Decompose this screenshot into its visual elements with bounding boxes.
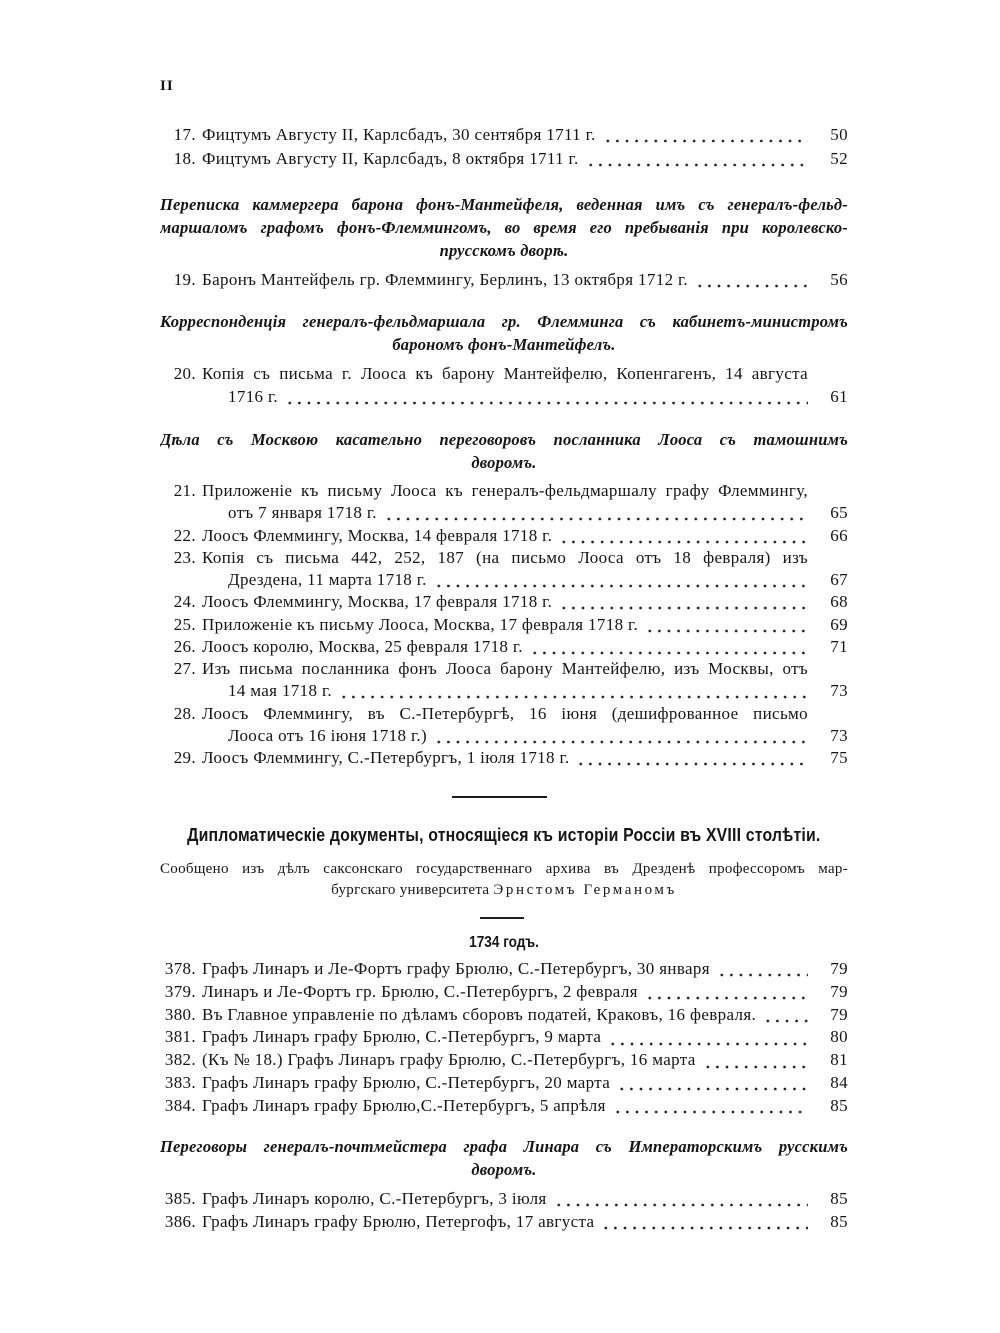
- entry-page-number: 65: [830, 503, 848, 523]
- entry-title: Графъ Линаръ графу Брюлю, С.-Петербургъ, 20 марта: [202, 1072, 611, 1092]
- short-divider: [480, 917, 524, 919]
- entry-line: [160, 703, 848, 725]
- entry-line: [160, 1049, 848, 1072]
- entry-title: Фицтумъ Августу II, Карлсбадъ, 8 октября 1711 г.: [202, 149, 579, 168]
- dot-leader: [608, 1026, 808, 1049]
- toc-entry: [160, 547, 848, 592]
- toc-section-1716: [160, 363, 848, 408]
- entry-title: 1716 г.: [228, 386, 279, 406]
- heading-line: прусскомъ дворѣ.: [439, 241, 569, 260]
- main-title: [56, 825, 952, 846]
- entry-page-number: 73: [830, 725, 848, 745]
- toc-entry: [160, 147, 848, 171]
- heading-moscow-affairs: [160, 428, 848, 474]
- entry-title: Копія съ письма 442, 252, 187 (на письмо Лооса отъ 18 февраля) изъ: [202, 547, 808, 567]
- heading-line: Переговоры генералъ-почтмейстера графа Линара съ Императорскимъ русскимъ: [160, 1137, 848, 1156]
- dot-leader: [695, 268, 808, 291]
- entry-line: [160, 480, 848, 502]
- toc-section-1734-continued: [160, 1187, 848, 1233]
- toc-entry: [160, 1049, 848, 1072]
- year-heading-text: 1734 годъ.: [469, 934, 539, 951]
- entry-line: [160, 958, 848, 981]
- heading-line: дворомъ.: [471, 1160, 537, 1179]
- toc-entry: [160, 636, 848, 658]
- entry-number: 17.: [173, 125, 196, 144]
- entry-page-number: 79: [830, 1004, 848, 1024]
- entry-line: [160, 614, 848, 636]
- entry-page-number: 56: [830, 270, 848, 289]
- section-divider: [452, 796, 547, 798]
- entry-line: [160, 147, 848, 171]
- dot-leader: [645, 614, 808, 636]
- entry-number: 24.: [173, 592, 196, 612]
- entry-title: Графъ Линаръ графу Брюлю,С.-Петербургъ, 5 апрѣля: [202, 1095, 606, 1115]
- toc-entry: [160, 1095, 848, 1118]
- entry-title: Графъ Линаръ графу Брюлю, Петергофъ, 17 августа: [202, 1212, 595, 1231]
- entry-title: 14 мая 1718 г.: [228, 681, 332, 701]
- entry-title: Графъ Линаръ графу Брюлю, С.-Петербургъ, 9 марта: [202, 1027, 602, 1047]
- entry-page-number: 81: [830, 1050, 848, 1070]
- subtitle-author: Эрнстомъ Германомъ: [493, 882, 677, 898]
- entry-line: [160, 502, 848, 524]
- entry-number: 26.: [173, 636, 196, 656]
- entry-page-number: 50: [830, 125, 848, 144]
- entry-line: [160, 363, 848, 386]
- subtitle: [160, 859, 848, 901]
- toc-section-1734: [160, 958, 848, 1118]
- entry-title: Графъ Линаръ королю, С.-Петербургъ, 3 іюля: [202, 1189, 547, 1208]
- dot-leader: [703, 1049, 808, 1072]
- toc-entry: [160, 480, 848, 525]
- entry-number: 381.: [164, 1027, 196, 1047]
- year-heading: [56, 934, 952, 952]
- entry-line: [160, 547, 848, 569]
- heading-line: дворомъ.: [471, 453, 537, 472]
- dot-leader: [613, 1095, 808, 1118]
- dot-leader: [763, 1004, 808, 1027]
- entry-title: Фицтумъ Августу II, Карлсбадъ, 30 сентября 1711 г.: [202, 125, 596, 144]
- toc-entry: [160, 525, 848, 547]
- toc-entry: [160, 614, 848, 636]
- entry-number: 20.: [173, 364, 196, 383]
- dot-leader: [601, 1210, 808, 1233]
- toc-entry: [160, 981, 848, 1004]
- entry-number: 27.: [173, 659, 196, 678]
- entry-number: 382.: [164, 1050, 196, 1070]
- dot-leader: [434, 569, 808, 591]
- entry-line: [160, 636, 848, 658]
- entry-title: Лоосъ Флеммингу, въ С.-Петербургѣ, 16 іюня (дешифрованное письмо: [202, 703, 808, 723]
- entry-title: Лоосъ Флеммингу, Москва, 17 февраля 1718 г.: [202, 592, 553, 612]
- entry-line: [160, 525, 848, 547]
- entry-line: [160, 268, 848, 291]
- entry-title: Приложеніе къ письму Лооса къ генералъ-фельдмаршалу графу Флеммингу,: [202, 481, 808, 500]
- entry-line: [160, 1004, 848, 1027]
- dot-leader: [554, 1187, 808, 1210]
- entry-title: Лоосъ королю, Москва, 25 февраля 1718 г.: [202, 636, 523, 656]
- dot-leader: [434, 725, 808, 747]
- heading-flemming-correspondence: [160, 310, 848, 356]
- toc-entry: [160, 1004, 848, 1027]
- page-number: II: [160, 78, 174, 94]
- heading-line: барономъ фонъ-Мантейфелъ.: [392, 335, 616, 354]
- toc-entry: [160, 958, 848, 981]
- entry-title: Лоосъ Флеммингу, С.-Петербургъ, 1 іюля 1718 г.: [202, 748, 570, 767]
- entry-title: Въ Главное управленіе по дѣламъ сборовъ податей, Краковъ, 16 февраля.: [202, 1004, 757, 1024]
- dot-leader: [645, 981, 808, 1004]
- toc-entry: [160, 1210, 848, 1233]
- toc-entry: [160, 747, 848, 769]
- subtitle-line-1: Сообщено изъ дѣлъ саксонскаго государственнаго архива въ Дрезденѣ профессоромъ мар-: [160, 861, 848, 877]
- entry-title: Лооса отъ 16 іюня 1718 г.): [228, 725, 427, 745]
- toc-entry: [160, 1187, 848, 1210]
- entry-number: 19.: [173, 270, 196, 289]
- dot-leader: [559, 525, 808, 547]
- dot-leader: [559, 591, 808, 613]
- entry-line: [160, 1072, 848, 1095]
- entry-page-number: 61: [830, 386, 848, 406]
- entry-page-number: 66: [830, 525, 848, 545]
- entry-title: Лоосъ Флеммингу, Москва, 14 февраля 1718 г.: [202, 525, 553, 545]
- dot-leader: [285, 386, 808, 409]
- entry-line: [160, 680, 848, 702]
- entry-title: Приложеніе къ письму Лооса, Москва, 17 февраля 1718 г.: [202, 614, 639, 634]
- entry-title: Дрездена, 11 марта 1718 г.: [228, 570, 427, 589]
- entry-title: Изъ письма посланника фонъ Лооса барону Мантейфелю, изъ Москвы, отъ: [202, 659, 808, 678]
- entry-number: 383.: [164, 1072, 196, 1092]
- subtitle-line-2: [160, 880, 848, 901]
- entry-number: 23.: [173, 547, 196, 567]
- entry-page-number: 73: [830, 681, 848, 701]
- toc-section-1718: [160, 480, 848, 769]
- heading-line: Корреспонденція генералъ-фельдмаршала гр. Флемминга съ кабинетъ-министромъ: [160, 312, 848, 331]
- entry-line: [160, 1187, 848, 1210]
- entry-line: [160, 386, 848, 409]
- entry-title: Линаръ и Ле-Фортъ гр. Брюлю, С.-Петербургъ, 2 февраля: [202, 981, 638, 1001]
- heading-line: маршаломъ графомъ фонъ-Флеммингомъ, во время его пребыванія при королевско-: [160, 218, 848, 237]
- entry-page-number: 75: [830, 748, 848, 767]
- entry-number: 384.: [164, 1095, 196, 1115]
- subtitle-line-2-text: бургскаго университета: [331, 882, 490, 898]
- toc-section-1711: [160, 123, 848, 171]
- dot-leader: [586, 147, 808, 171]
- toc-entry: [160, 1072, 848, 1095]
- entry-page-number: 84: [830, 1072, 848, 1092]
- toc-entry: [160, 268, 848, 291]
- entry-number: 378.: [164, 959, 196, 978]
- heading-line: Переписка каммергера барона фонъ-Мантейфеля, веденная имъ съ генералъ-фельд-: [160, 195, 848, 214]
- toc-entry: [160, 703, 848, 748]
- entry-line: [160, 1026, 848, 1049]
- heading-line: Дѣла съ Москвою касательно переговоровъ посланника Лооса съ тамошнимъ: [160, 430, 848, 449]
- entry-page-number: 69: [830, 614, 848, 634]
- entry-line: [160, 569, 848, 591]
- entry-title: Копія съ письма г. Лооса къ барону Мантейфелю, Копенгагенъ, 14 августа: [202, 364, 808, 383]
- toc-entry: [160, 658, 848, 703]
- heading-lynar-negotiations: [160, 1135, 848, 1181]
- toc-entry: [160, 363, 848, 408]
- entry-line: [160, 123, 848, 147]
- entry-number: 379.: [164, 981, 196, 1001]
- entry-number: 18.: [173, 149, 196, 168]
- entry-line: [160, 725, 848, 747]
- entry-page-number: 67: [830, 570, 848, 589]
- entry-number: 386.: [164, 1212, 196, 1231]
- entry-title: Баронъ Мантейфель гр. Флеммингу, Берлинъ, 13 октября 1712 г.: [202, 270, 689, 289]
- toc-entry: [160, 123, 848, 147]
- entry-line: [160, 981, 848, 1004]
- entry-page-number: 85: [830, 1189, 848, 1208]
- entry-page-number: 68: [830, 592, 848, 612]
- dot-leader: [530, 636, 808, 658]
- toc-entry: [160, 1026, 848, 1049]
- entry-number: 22.: [173, 525, 196, 545]
- entry-line: [160, 1095, 848, 1118]
- dot-leader: [603, 123, 808, 147]
- entry-page-number: 80: [830, 1027, 848, 1047]
- dot-leader: [576, 747, 808, 769]
- dot-leader: [339, 680, 808, 702]
- entry-page-number: 79: [830, 959, 848, 978]
- entry-page-number: 71: [830, 636, 848, 656]
- entry-page-number: 85: [830, 1212, 848, 1231]
- entry-line: [160, 747, 848, 769]
- entry-number: 29.: [173, 748, 196, 767]
- toc-entry: [160, 591, 848, 613]
- entry-line: [160, 591, 848, 613]
- entry-number: 385.: [164, 1189, 196, 1208]
- entry-page-number: 85: [830, 1095, 848, 1115]
- toc-section-1712: [160, 268, 848, 291]
- entry-page-number: 79: [830, 981, 848, 1001]
- dot-leader: [717, 958, 808, 981]
- entry-title: Графъ Линаръ и Ле-Фортъ графу Брюлю, С.-Петербургъ, 30 января: [202, 959, 710, 978]
- dot-leader: [384, 502, 808, 524]
- main-title-text: Дипломатическіе документы, относящіеся къ исторіи Россіи въ XVIII столѣтіи.: [187, 825, 821, 845]
- entry-number: 28.: [173, 703, 196, 723]
- heading-manteuffel-correspondence: [160, 193, 848, 262]
- entry-title: отъ 7 января 1718 г.: [228, 503, 377, 523]
- entry-page-number: 52: [830, 149, 848, 168]
- entry-line: [160, 1210, 848, 1233]
- entry-line: [160, 658, 848, 680]
- entry-number: 380.: [164, 1004, 196, 1024]
- entry-title: (Къ № 18.) Графъ Линаръ графу Брюлю, С.-Петербургъ, 16 марта: [202, 1050, 696, 1070]
- dot-leader: [617, 1072, 808, 1095]
- entry-number: 25.: [173, 614, 196, 634]
- entry-number: 21.: [173, 481, 196, 500]
